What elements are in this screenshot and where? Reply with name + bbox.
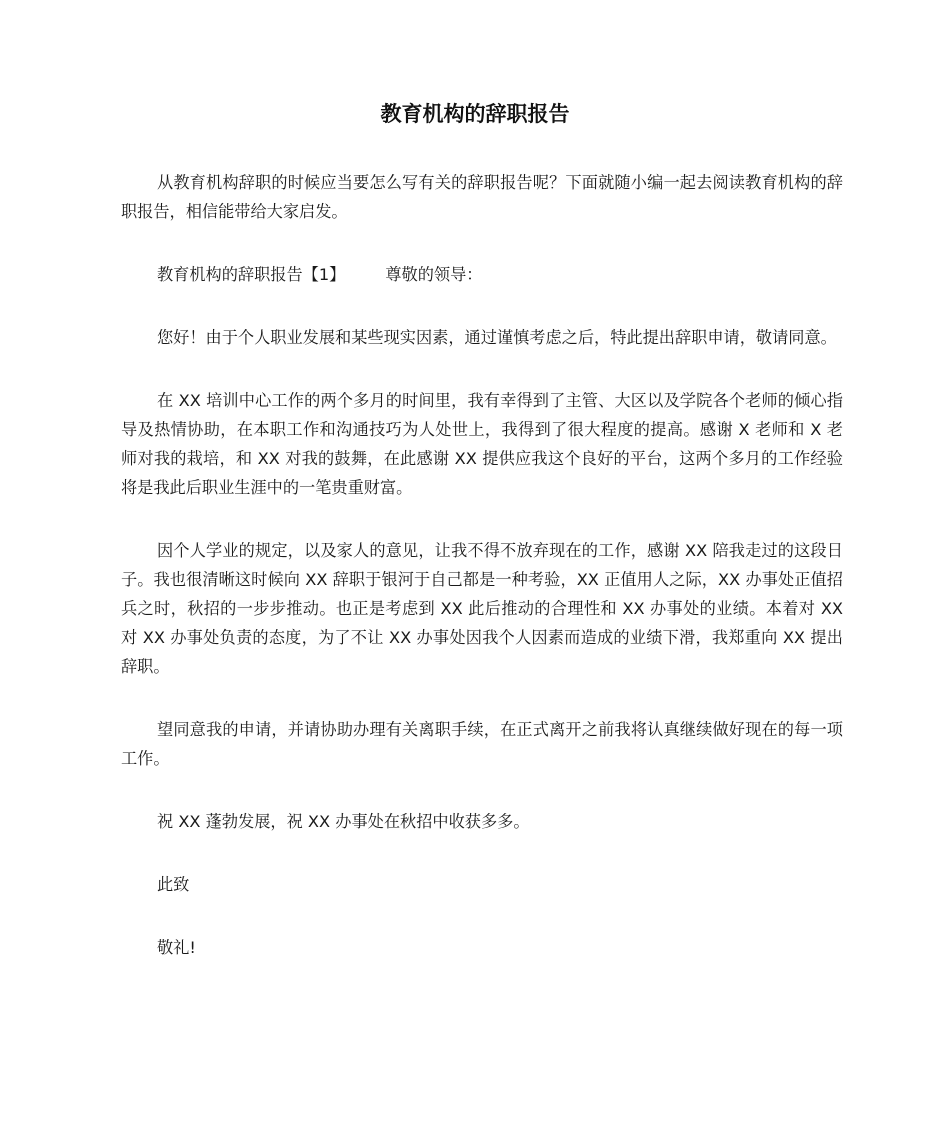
document-title: 教育机构的辞职报告 <box>380 102 570 126</box>
report-heading: 教育机构的辞职报告【1】 <box>157 265 346 284</box>
wishes-paragraph: 祝 XX 蓬勃发展，祝 XX 办事处在秋招中收获多多。 <box>157 812 530 831</box>
salute-line: 敬礼! <box>157 938 196 957</box>
reason-paragraph: 因个人学业的规定，以及家人的意见，让我不得不放弃现在的工作，感谢 XX 陪我走过的这段日子。我也很清晰这时候向 XX 辞职于银河于自己都是一种考验，XX 正值用人之际，XX 办事处正值招兵之时，秋招的一步步推动。也正是考虑到 XX 此后推动的合理性和 XX 办事处的业绩。本着对 XX 对 XX 办事处负责的态度，为了不让 XX 办事处因我个人因素而造成的业绩下滑，我郑重向 XX 提出辞职。 <box>121 541 843 676</box>
intro-paragraph: 从教育机构辞职的时候应当要怎么写有关的辞职报告呢？下面就随小编一起去阅读教育机构的辞职报告，相信能带给大家启发。 <box>121 173 843 221</box>
greeting-paragraph: 您好！由于个人职业发展和某些现实因素，通过谨慎考虑之后，特此提出辞职申请，敬请同意。 <box>157 328 837 347</box>
salutation: 尊敬的领导： <box>385 265 483 284</box>
heading-paragraph <box>121 260 843 289</box>
gratitude-paragraph: 在 XX 培训中心工作的两个多月的时间里，我有幸得到了主管、大区以及学院各个老师的倾心指导及热情协助，在本职工作和沟通技巧为人处世上，我得到了很大程度的提高。感谢 X 老师和 X 老师对我的栽培，和 XX 对我的鼓舞，在此感谢 XX 提供应我这个良好的平台，这两个多月的工作经验将是我此后职业生涯中的一笔贵重财富。 <box>121 391 843 497</box>
request-paragraph: 望同意我的申请，并请协助办理有关离职手续，在正式离开之前我将认真继续做好现在的每一项工作。 <box>121 720 843 768</box>
closing-line: 此致 <box>157 875 190 894</box>
document-body <box>121 168 843 996</box>
